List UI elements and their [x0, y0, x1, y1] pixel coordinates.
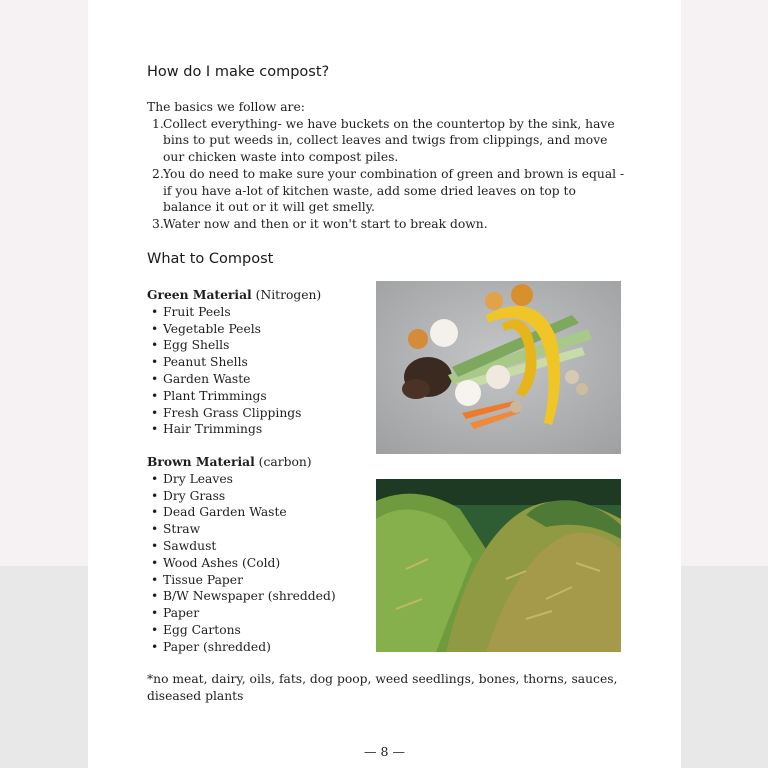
list-item: • Egg Cartons: [147, 622, 377, 639]
list-item: • Paper: [147, 605, 377, 622]
list-item: • Sawdust: [147, 538, 377, 555]
brown-material-list: [147, 454, 377, 656]
intro-section: [147, 99, 627, 233]
page-number: — 8 —: [364, 744, 405, 759]
step-item: [147, 116, 627, 166]
green-material-title: Green Material (Nitrogen): [147, 287, 322, 302]
brown-material-title: Brown Material (carbon): [147, 454, 312, 469]
list-item: • B/W Newspaper (shredded): [147, 588, 377, 605]
list-item: • Peanut Shells: [147, 354, 377, 371]
list-item: • Fruit Peels: [147, 304, 377, 321]
list-item: • Vegetable Peels: [147, 321, 377, 338]
heading-what-to-compost: What to Compost: [147, 251, 274, 267]
grass-pile-photo: [376, 479, 621, 652]
step-number: 1.: [152, 116, 164, 131]
step-number: 2.: [152, 166, 164, 181]
kitchen-scraps-photo: [376, 281, 621, 454]
step-number: 3.: [152, 216, 164, 231]
list-item: • Paper (shredded): [147, 639, 377, 656]
list-item: • Tissue Paper: [147, 572, 377, 589]
step-text: Water now and then or it won't start to break down.: [163, 216, 488, 231]
list-item: • Plant Trimmings: [147, 388, 377, 405]
exclusions-note: *no meat, dairy, oils, fats, dog poop, weed seedlings, bones, thorns, sauces, diseased plants: [147, 672, 618, 703]
list-item: • Garden Waste: [147, 371, 377, 388]
step-item: [147, 166, 627, 216]
document-page: [88, 0, 681, 768]
step-text: You do need to make sure your combination of green and brown is equal - if you have a-lot of kitchen waste, add some dried leaves on top to balance it out or it will get smelly.: [163, 166, 625, 215]
intro-text: The basics we follow are:: [147, 100, 305, 114]
green-material-list: [147, 287, 377, 438]
list-item: • Dead Garden Waste: [147, 504, 377, 521]
list-item: • Fresh Grass Clippings: [147, 405, 377, 422]
list-item: • Egg Shells: [147, 337, 377, 354]
list-item: • Dry Grass: [147, 488, 377, 505]
step-text: Collect everything- we have buckets on the countertop by the sink, have bins to put weeds in, collect leaves and twigs from clippings, and move our chicken waste into compost piles.: [163, 116, 615, 165]
list-item: • Wood Ashes (Cold): [147, 555, 377, 572]
list-item: • Dry Leaves: [147, 471, 377, 488]
step-item: [147, 216, 627, 233]
steps-list: [147, 116, 627, 233]
list-item: • Hair Trimmings: [147, 421, 377, 438]
heading-how-to-make-compost: How do I make compost?: [147, 64, 330, 80]
list-item: • Straw: [147, 521, 377, 538]
